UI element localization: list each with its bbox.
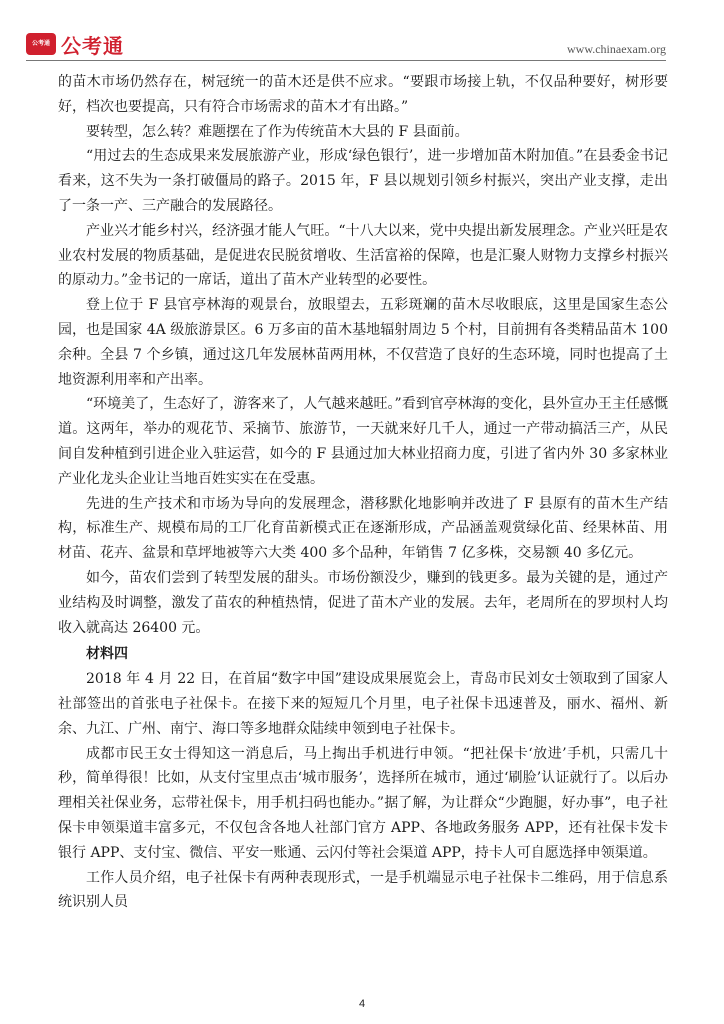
paragraph: 要转型，怎么转？难题摆在了作为传统苗木大县的 F 县面前。 (86, 123, 469, 140)
paragraph: “环境美了，生态好了，游客来了，人气越来越旺。”看到官亭林海的变化，县外宣办王主任感慨道。这两年，举办的观花节、采摘节、旅游节，一天就来好几千人，通过一产带动搞活三产，从民间自发种植到引进企业入驻运营，如今的 F 县通过加大林业招商力度，引进了省内外 30 多家林业产业化龙头企业让当地百姓实实在在受惠。 (58, 396, 668, 487)
logo-badge: 公考通 (26, 33, 56, 55)
paragraph: 先进的生产技术和市场为导向的发展理念，潜移默化地影响并改进了 F 县原有的苗木生产结构，标准生产、规模布局的工厂化育苗新模式正在逐渐形成，产品涵盖观赏绿化苗、经果林苗、用材苗、花卉、盆景和草坪地被等六大类 400 多个品种，年销售 7 亿多株，交易额 40 多亿元。 (58, 495, 668, 562)
section-heading: 材料四 (86, 646, 128, 663)
site-url[interactable]: www.chinaexam.org (567, 42, 666, 56)
document-body (58, 70, 668, 915)
logo (26, 30, 124, 58)
paragraph: 工作人员介绍，电子社保卡有两种表现形式，一是手机端显示电子社保卡二维码，用于信息系统识别人员 (58, 869, 668, 911)
paragraph: 成都市民王女士得知这一消息后，马上掏出手机进行申领。“把社保卡‘放进’手机，只需几十秒，简单得很！比如，从支付宝里点击‘城市服务’，选择所在城市，通过‘刷脸’认证就行了。以后办理相关社保业务，忘带社保卡，用手机扫码也能办。”据了解，为让群众“少跑腿，好办事”，电子社保卡申领渠道丰富多元，不仅包含各地人社部门官方 APP、各地政务服务 APP，还有社保卡发卡银行 APP、支付宝、微信、平安一账通、云闪付等社会渠道 APP，持卡人可自愿选择申领渠道。 (58, 745, 668, 861)
paragraph: 登上位于 F 县官亭林海的观景台，放眼望去，五彩斑斓的苗木尽收眼底，这里是国家生态公园，也是国家 4A 级旅游景区。6 万多亩的苗木基地辐射周边 5 个村，目前拥有各类精品苗木 100 余种。全县 7 个乡镇，通过这几年发展林苗两用林，不仅营造了良好的生态环境，同时也提高了土地资源利用率和产出率。 (58, 297, 668, 388)
paragraph: 产业兴才能乡村兴，经济强才能人气旺。“十八大以来，党中央提出新发展理念。产业兴旺是农业农村发展的物质基础，是促进农民脱贫增收、生活富裕的保障，也是汇聚人财物力支撑乡村振兴的原动力。”金书记的一席话，道出了苗木产业转型的必要性。 (58, 222, 668, 289)
paragraph: 如今，苗农们尝到了转型发展的甜头。市场份额没少，赚到的钱更多。最为关键的是，通过产业结构及时调整，激发了苗农的种植热情，促进了苗木产业的发展。去年，老周所在的罗坝村人均收入就高达 26400 元。 (58, 569, 668, 636)
header-divider (26, 60, 666, 61)
page-header (26, 30, 666, 62)
paragraph: “用过去的生态成果来发展旅游产业，形成‘绿色银行’，进一步增加苗木附加值。”在县委金书记看来，这不失为一条打破僵局的路子。2015 年，F 县以规划引领乡村振兴，突出产业支撑，走出了一条一产、三产融合的发展路径。 (58, 148, 668, 214)
paragraph: 的苗木市场仍然存在，树冠统一的苗木还是供不应求。“要跟市场接上轨，不仅品种要好，树形要好，档次也要提高，只有符合市场需求的苗木才有出路。” (58, 74, 668, 115)
page-number: 4 (358, 998, 366, 1010)
paragraph: 2018 年 4 月 22 日，在首届“数字中国”建设成果展览会上，青岛市民刘女士领取到了国家人社部签出的首张电子社保卡。在接下来的短短几个月里，电子社保卡迅速普及，丽水、福州、新余、九江、广州、南宁、海口等多地群众陆续申领到电子社保卡。 (58, 671, 668, 737)
logo-text: 公考通 (61, 33, 124, 58)
